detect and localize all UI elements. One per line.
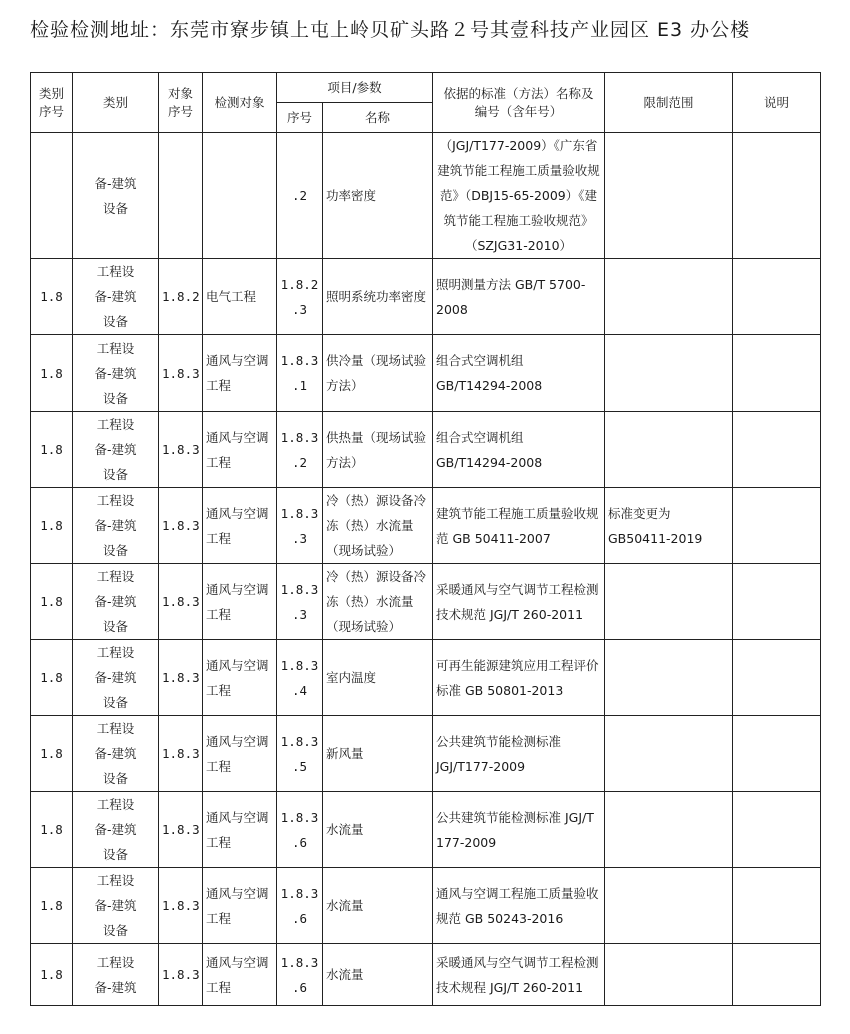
cell-object-no: 1.8.3 [159,488,203,564]
cell-item-name: 照明系统功率密度 [323,259,433,335]
table-row [31,944,821,1006]
cell-limit [605,133,733,259]
cell-note [733,716,821,792]
cell-standard: 公共建筑节能检测标准 JGJ/T 177-2009 [433,792,605,868]
cell-standard: 组合式空调机组 GB/T14294-2008 [433,412,605,488]
cell-note [733,640,821,716]
cell-object: 通风与空调工程 [203,564,277,640]
header-standard: 依据的标准（方法）名称及 编号（含年号） [433,73,605,133]
cell-object-no: 1.8.3 [159,640,203,716]
cell-object-no: 1.8.3 [159,412,203,488]
cell-item-no: .2 [277,133,323,259]
cell-item-no: 1.8.3 .6 [277,944,323,1006]
cell-object-no: 1.8.3 [159,792,203,868]
cell-item-name: 冷（热）源设备冷冻（热）水流量（现场试验） [323,488,433,564]
cell-category: 工程设 备-建筑 设备 [73,335,159,412]
cell-category-no: 1.8 [31,488,73,564]
cell-category: 工程设 备-建筑 设备 [73,412,159,488]
cell-limit [605,868,733,944]
table-row [31,412,821,488]
header-item-no: 序号 [277,103,323,133]
cell-limit [605,259,733,335]
cell-standard: 组合式空调机组 GB/T14294-2008 [433,335,605,412]
cell-item-no: 1.8.3 .6 [277,868,323,944]
table-row [31,488,821,564]
cell-object: 通风与空调工程 [203,335,277,412]
cell-object-no: 1.8.3 [159,868,203,944]
cell-standard: 采暖通风与空气调节工程检测技术规范 JGJ/T 260-2011 [433,564,605,640]
cell-category-no [31,133,73,259]
cell-category: 备-建筑 设备 [73,133,159,259]
cell-category-no: 1.8 [31,564,73,640]
cell-standard: 建筑节能工程施工质量验收规范 GB 50411-2007 [433,488,605,564]
cell-standard: 通风与空调工程施工质量验收规范 GB 50243-2016 [433,868,605,944]
cell-note [733,412,821,488]
cell-category-no: 1.8 [31,944,73,1006]
header-limit: 限制范围 [605,73,733,133]
table-row [31,564,821,640]
cell-category-no: 1.8 [31,640,73,716]
cell-limit [605,792,733,868]
cell-object-no [159,133,203,259]
cell-object [203,133,277,259]
cell-item-no: 1.8.3 .5 [277,716,323,792]
cell-limit [605,564,733,640]
cell-object: 通风与空调工程 [203,944,277,1006]
header-item-group: 项目/参数 [277,73,433,103]
cell-item-no: 1.8.3 .3 [277,564,323,640]
cell-category: 工程设 备-建筑 设备 [73,716,159,792]
cell-note [733,944,821,1006]
header-item-name: 名称 [323,103,433,133]
cell-item-name: 新风量 [323,716,433,792]
cell-item-name: 水流量 [323,944,433,1006]
cell-item-no: 1.8.3 .3 [277,488,323,564]
cell-item-no: 1.8.3 .4 [277,640,323,716]
cell-category: 工程设 备-建筑 设备 [73,488,159,564]
cell-object: 通风与空调工程 [203,412,277,488]
cell-category-no: 1.8 [31,412,73,488]
cell-object-no: 1.8.2 [159,259,203,335]
page-title: 检验检测地址：东莞市寮步镇上屯上岭贝矿头路２号其壹科技产业园区 E3 办公楼 [30,19,751,41]
cell-category-no: 1.8 [31,335,73,412]
cell-limit [605,944,733,1006]
cell-category: 工程设 备-建筑 [73,944,159,1006]
cell-item-no: 1.8.3 .6 [277,792,323,868]
cell-item-name: 水流量 [323,792,433,868]
cell-item-name: 室内温度 [323,640,433,716]
cell-object: 通风与空调工程 [203,640,277,716]
cell-item-name: 功率密度 [323,133,433,259]
header-object-no: 对象 序号 [159,73,203,133]
cell-standard: 公共建筑节能检测标准 JGJ/T177-2009 [433,716,605,792]
table-row [31,868,821,944]
cell-object: 电气工程 [203,259,277,335]
cell-limit: 标准变更为 GB50411-2019 [605,488,733,564]
cell-item-no: 1.8.3 .1 [277,335,323,412]
cell-object-no: 1.8.3 [159,564,203,640]
cell-object-no: 1.8.3 [159,335,203,412]
cell-note [733,488,821,564]
cell-category: 工程设 备-建筑 设备 [73,792,159,868]
cell-standard: （JGJ/T177-2009）《广东省建筑节能工程施工质量验收规范》（DBJ15-65-2009）《建筑节能工程施工验收规范》（SZJG31-2010） [433,133,605,259]
cell-standard: 照明测量方法 GB/T 5700-2008 [433,259,605,335]
cell-category-no: 1.8 [31,259,73,335]
cell-category: 工程设 备-建筑 设备 [73,640,159,716]
header-note: 说明 [733,73,821,133]
cell-category-no: 1.8 [31,792,73,868]
cell-standard: 采暖通风与空气调节工程检测技术规程 JGJ/T 260-2011 [433,944,605,1006]
cell-object-no: 1.8.3 [159,944,203,1006]
table-row [31,259,821,335]
cell-category-no: 1.8 [31,868,73,944]
cell-category: 工程设 备-建筑 设备 [73,868,159,944]
table-row [31,335,821,412]
cell-object: 通风与空调工程 [203,488,277,564]
cell-item-name: 供热量（现场试验方法） [323,412,433,488]
table-row [31,792,821,868]
cell-limit [605,716,733,792]
cell-limit [605,335,733,412]
cell-object-no: 1.8.3 [159,716,203,792]
cell-item-no: 1.8.2 .3 [277,259,323,335]
cell-item-name: 供冷量（现场试验方法） [323,335,433,412]
cell-object: 通风与空调工程 [203,792,277,868]
cell-category: 工程设 备-建筑 设备 [73,564,159,640]
cell-note [733,868,821,944]
header-object: 检测对象 [203,73,277,133]
cell-note [733,133,821,259]
cell-object: 通风与空调工程 [203,868,277,944]
cell-item-name: 水流量 [323,868,433,944]
table-row [31,133,821,259]
cell-category-no: 1.8 [31,716,73,792]
cell-object: 通风与空调工程 [203,716,277,792]
table-row [31,716,821,792]
cell-category: 工程设 备-建筑 设备 [73,259,159,335]
cell-item-no: 1.8.3 .2 [277,412,323,488]
cell-limit [605,640,733,716]
scope-table [30,72,821,1006]
cell-note [733,792,821,868]
cell-item-name: 冷（热）源设备冷冻（热）水流量（现场试验） [323,564,433,640]
cell-note [733,335,821,412]
cell-standard: 可再生能源建筑应用工程评价标准 GB 50801-2013 [433,640,605,716]
cell-limit [605,412,733,488]
header-category-no: 类别 序号 [31,73,73,133]
table-row [31,640,821,716]
cell-note [733,259,821,335]
header-category: 类别 [73,73,159,133]
cell-note [733,564,821,640]
